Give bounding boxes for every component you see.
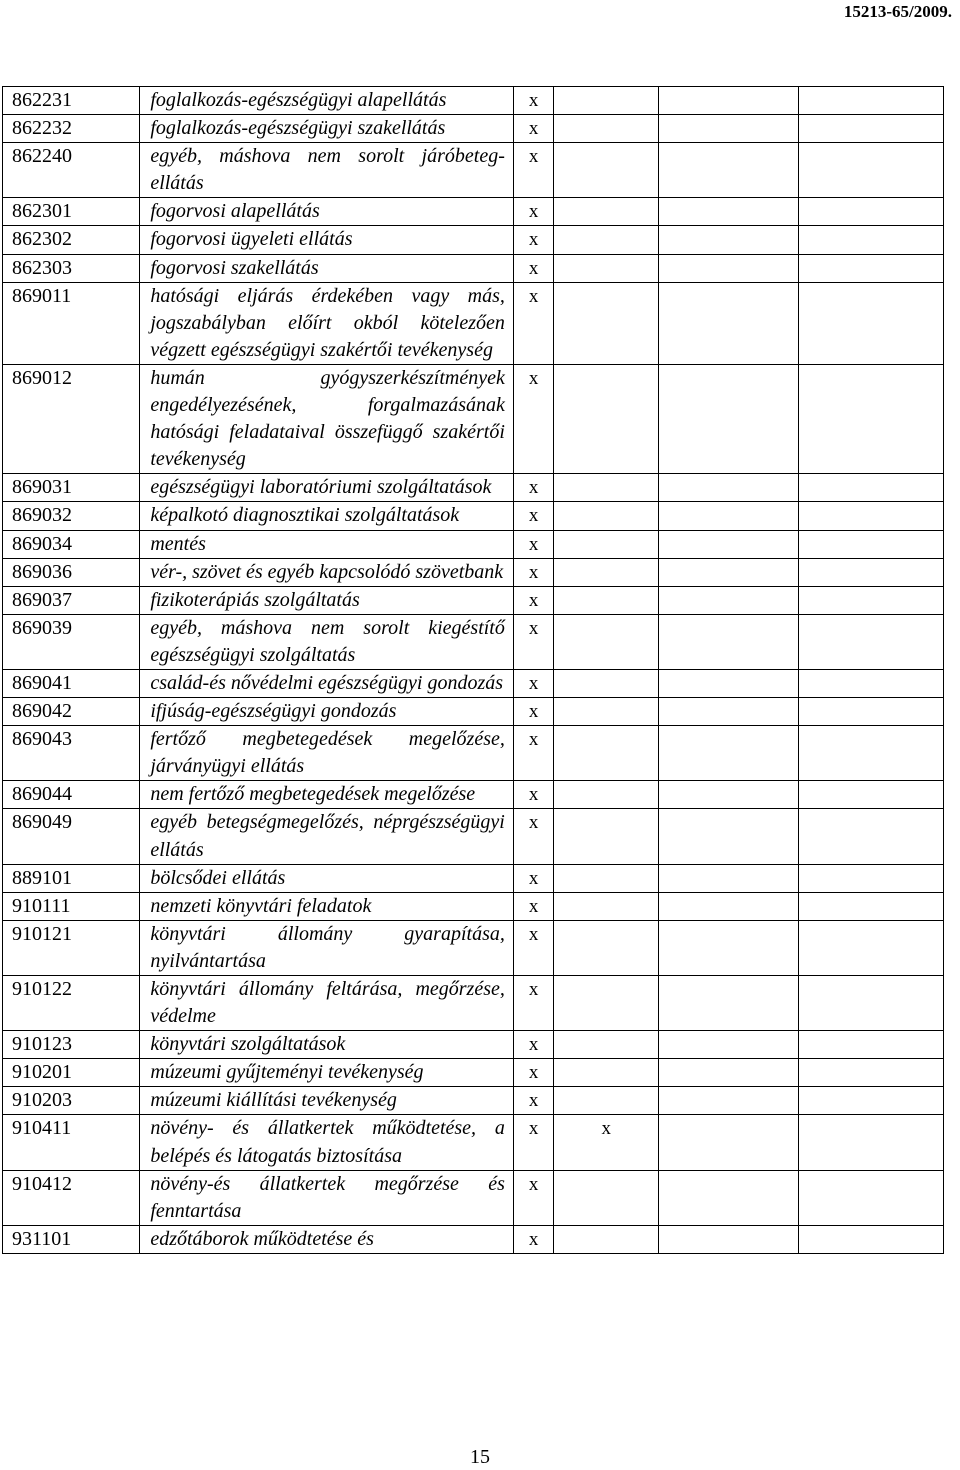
- activity-name-cell: humán gyógyszerkészítmények engedélyezésének, forgalmazásának hatósági feladataival összefüggő szakértői tevékenység: [140, 364, 514, 473]
- activity-name-cell: egyéb, máshova nem sorolt kiegéstítő egészségügyi szolgáltatás: [140, 614, 514, 669]
- table-row: [3, 614, 944, 669]
- activity-name-cell: vér-, szövet és egyéb kapcsolódó szövetbank: [140, 558, 514, 586]
- activity-code-cell: 869042: [3, 698, 140, 726]
- activity-code-cell: 910111: [3, 892, 140, 920]
- mark-cell-3: [659, 1225, 798, 1253]
- mark-cell-1: x: [513, 1087, 553, 1115]
- activity-name-cell: bölcsődei ellátás: [140, 864, 514, 892]
- activity-name-cell: nemzeti könyvtári feladatok: [140, 892, 514, 920]
- mark-cell-4: [798, 698, 943, 726]
- table-row: [3, 226, 944, 254]
- table-row: [3, 864, 944, 892]
- mark-cell-3: [659, 726, 798, 781]
- activity-name-cell: képalkotó diagnosztikai szolgáltatások: [140, 502, 514, 530]
- activity-name-cell: ifjúság-egészségügyi gondozás: [140, 698, 514, 726]
- activity-code-cell: 910203: [3, 1087, 140, 1115]
- table-row: [3, 282, 944, 364]
- mark-cell-1: x: [513, 1031, 553, 1059]
- table-row: [3, 474, 944, 502]
- mark-cell-3: [659, 1115, 798, 1170]
- mark-cell-2: [554, 781, 659, 809]
- mark-cell-1: x: [513, 1225, 553, 1253]
- mark-cell-4: [798, 530, 943, 558]
- mark-cell-2: [554, 614, 659, 669]
- mark-cell-3: [659, 698, 798, 726]
- mark-cell-2: [554, 530, 659, 558]
- mark-cell-2: [554, 502, 659, 530]
- activity-name-cell: egyéb betegségmegelőzés, néprgészségügyi ellátás: [140, 809, 514, 864]
- mark-cell-1: x: [513, 558, 553, 586]
- mark-cell-4: [798, 726, 943, 781]
- activity-name-cell: nem fertőző megbetegedések megelőzése: [140, 781, 514, 809]
- activity-name-cell: múzeumi kiállítási tevékenység: [140, 1087, 514, 1115]
- mark-cell-1: x: [513, 364, 553, 473]
- mark-cell-2: [554, 226, 659, 254]
- table-row: [3, 920, 944, 975]
- activity-code-cell: 869031: [3, 474, 140, 502]
- mark-cell-4: [798, 282, 943, 364]
- mark-cell-2: [554, 1031, 659, 1059]
- mark-cell-3: [659, 226, 798, 254]
- activity-name-cell: fogorvosi szakellátás: [140, 254, 514, 282]
- table-row: [3, 558, 944, 586]
- table-row: [3, 586, 944, 614]
- mark-cell-4: [798, 364, 943, 473]
- activity-code-cell: 889101: [3, 864, 140, 892]
- activity-name-cell: könyvtári állomány feltárása, megőrzése, védelme: [140, 976, 514, 1031]
- mark-cell-3: [659, 364, 798, 473]
- activity-name-cell: növény- és állatkertek működtetése, a belépés és látogatás biztosítása: [140, 1115, 514, 1170]
- activity-code-cell: 862301: [3, 198, 140, 226]
- mark-cell-2: [554, 254, 659, 282]
- mark-cell-3: [659, 809, 798, 864]
- table-row: [3, 726, 944, 781]
- mark-cell-1: x: [513, 1115, 553, 1170]
- activity-name-cell: egészségügyi laboratóriumi szolgáltatások: [140, 474, 514, 502]
- mark-cell-3: [659, 669, 798, 697]
- mark-cell-1: x: [513, 809, 553, 864]
- mark-cell-4: [798, 115, 943, 143]
- mark-cell-1: x: [513, 586, 553, 614]
- mark-cell-3: [659, 558, 798, 586]
- mark-cell-1: x: [513, 143, 553, 198]
- mark-cell-2: [554, 115, 659, 143]
- activity-code-cell: 862232: [3, 115, 140, 143]
- mark-cell-4: [798, 669, 943, 697]
- activity-code-cell: 862303: [3, 254, 140, 282]
- mark-cell-4: [798, 558, 943, 586]
- activity-code-cell: 869034: [3, 530, 140, 558]
- mark-cell-2: [554, 558, 659, 586]
- activity-code-cell: 869043: [3, 726, 140, 781]
- activity-name-cell: hatósági eljárás érdekében vagy más, jogszabályban előírt okból kötelezően végzett egészségügyi szakértői tevékenység: [140, 282, 514, 364]
- activity-name-cell: mentés: [140, 530, 514, 558]
- activity-name-cell: család-és nővédelmi egészségügyi gondozás: [140, 669, 514, 697]
- activity-code-cell: 869036: [3, 558, 140, 586]
- mark-cell-3: [659, 614, 798, 669]
- activity-code-cell: 862302: [3, 226, 140, 254]
- mark-cell-2: [554, 282, 659, 364]
- mark-cell-1: x: [513, 976, 553, 1031]
- activity-code-cell: 869012: [3, 364, 140, 473]
- table-row: [3, 892, 944, 920]
- mark-cell-1: x: [513, 198, 553, 226]
- mark-cell-1: x: [513, 669, 553, 697]
- mark-cell-1: x: [513, 726, 553, 781]
- mark-cell-1: x: [513, 1059, 553, 1087]
- mark-cell-4: [798, 226, 943, 254]
- table-row: [3, 115, 944, 143]
- mark-cell-1: x: [513, 87, 553, 115]
- activity-name-cell: fizikoterápiás szolgáltatás: [140, 586, 514, 614]
- activity-name-cell: múzeumi gyűjteményi tevékenység: [140, 1059, 514, 1087]
- mark-cell-4: [798, 1087, 943, 1115]
- mark-cell-1: x: [513, 920, 553, 975]
- mark-cell-4: [798, 920, 943, 975]
- table-row: [3, 1115, 944, 1170]
- activity-code-cell: 910411: [3, 1115, 140, 1170]
- mark-cell-4: [798, 864, 943, 892]
- activity-name-cell: egyéb, máshova nem sorolt járóbeteg-ellátás: [140, 143, 514, 198]
- activity-name-cell: foglalkozás-egészségügyi alapellátás: [140, 87, 514, 115]
- mark-cell-4: [798, 586, 943, 614]
- mark-cell-4: [798, 892, 943, 920]
- mark-cell-3: [659, 254, 798, 282]
- mark-cell-4: [798, 474, 943, 502]
- activity-code-cell: 869011: [3, 282, 140, 364]
- activity-code-cell: 869044: [3, 781, 140, 809]
- page-number: 15: [470, 1446, 490, 1468]
- activity-name-cell: fertőző megbetegedések megelőzése, járványügyi ellátás: [140, 726, 514, 781]
- mark-cell-1: x: [513, 282, 553, 364]
- activity-code-cell: 910412: [3, 1170, 140, 1225]
- mark-cell-4: [798, 1225, 943, 1253]
- activity-code-cell: 862231: [3, 87, 140, 115]
- mark-cell-4: [798, 254, 943, 282]
- activity-code-cell: 862240: [3, 143, 140, 198]
- mark-cell-4: [798, 1059, 943, 1087]
- mark-cell-2: [554, 364, 659, 473]
- table-row: [3, 87, 944, 115]
- mark-cell-3: [659, 1059, 798, 1087]
- table-row: [3, 198, 944, 226]
- mark-cell-1: x: [513, 502, 553, 530]
- activity-code-cell: 869032: [3, 502, 140, 530]
- mark-cell-2: [554, 809, 659, 864]
- mark-cell-1: x: [513, 864, 553, 892]
- mark-cell-2: [554, 864, 659, 892]
- mark-cell-1: x: [513, 254, 553, 282]
- activity-code-cell: 869037: [3, 586, 140, 614]
- activity-name-cell: növény-és állatkertek megőrzése és fenntartása: [140, 1170, 514, 1225]
- table-row: [3, 669, 944, 697]
- mark-cell-2: [554, 669, 659, 697]
- mark-cell-3: [659, 920, 798, 975]
- mark-cell-2: [554, 198, 659, 226]
- mark-cell-4: [798, 143, 943, 198]
- activity-name-cell: fogorvosi ügyeleti ellátás: [140, 226, 514, 254]
- mark-cell-2: [554, 726, 659, 781]
- mark-cell-2: [554, 1225, 659, 1253]
- table-row: [3, 364, 944, 473]
- activity-code-cell: 869049: [3, 809, 140, 864]
- mark-cell-4: [798, 781, 943, 809]
- mark-cell-4: [798, 614, 943, 669]
- mark-cell-4: [798, 809, 943, 864]
- mark-cell-3: [659, 530, 798, 558]
- mark-cell-2: x: [554, 1115, 659, 1170]
- table-row: [3, 1225, 944, 1253]
- mark-cell-3: [659, 282, 798, 364]
- mark-cell-1: x: [513, 892, 553, 920]
- mark-cell-1: x: [513, 1170, 553, 1225]
- mark-cell-1: x: [513, 614, 553, 669]
- activity-code-cell: 931101: [3, 1225, 140, 1253]
- activity-table: [2, 86, 944, 1254]
- activity-name-cell: könyvtári szolgáltatások: [140, 1031, 514, 1059]
- mark-cell-1: x: [513, 226, 553, 254]
- activity-name-cell: foglalkozás-egészségügyi szakellátás: [140, 115, 514, 143]
- activity-name-cell: edzőtáborok működtetése és: [140, 1225, 514, 1253]
- mark-cell-3: [659, 474, 798, 502]
- mark-cell-2: [554, 1087, 659, 1115]
- mark-cell-3: [659, 892, 798, 920]
- table-row: [3, 781, 944, 809]
- mark-cell-2: [554, 976, 659, 1031]
- mark-cell-3: [659, 502, 798, 530]
- mark-cell-2: [554, 698, 659, 726]
- mark-cell-2: [554, 892, 659, 920]
- activity-code-cell: 869039: [3, 614, 140, 669]
- mark-cell-3: [659, 976, 798, 1031]
- mark-cell-4: [798, 87, 943, 115]
- mark-cell-4: [798, 198, 943, 226]
- table-row: [3, 698, 944, 726]
- mark-cell-3: [659, 1031, 798, 1059]
- mark-cell-4: [798, 976, 943, 1031]
- document-reference: 15213-65/2009.: [843, 2, 952, 21]
- mark-cell-4: [798, 1170, 943, 1225]
- mark-cell-3: [659, 864, 798, 892]
- mark-cell-2: [554, 1170, 659, 1225]
- mark-cell-4: [798, 1031, 943, 1059]
- activity-code-cell: 910121: [3, 920, 140, 975]
- table-row: [3, 530, 944, 558]
- table-row: [3, 1087, 944, 1115]
- activity-code-cell: 910122: [3, 976, 140, 1031]
- activity-code-cell: 910123: [3, 1031, 140, 1059]
- table-row: [3, 1170, 944, 1225]
- mark-cell-2: [554, 586, 659, 614]
- mark-cell-3: [659, 781, 798, 809]
- mark-cell-3: [659, 1087, 798, 1115]
- mark-cell-2: [554, 1059, 659, 1087]
- mark-cell-1: x: [513, 530, 553, 558]
- table-body: [3, 87, 944, 1254]
- mark-cell-1: x: [513, 474, 553, 502]
- activity-code-cell: 910201: [3, 1059, 140, 1087]
- table-row: [3, 1031, 944, 1059]
- mark-cell-2: [554, 474, 659, 502]
- mark-cell-2: [554, 143, 659, 198]
- table-row: [3, 502, 944, 530]
- mark-cell-3: [659, 87, 798, 115]
- mark-cell-4: [798, 1115, 943, 1170]
- table-row: [3, 809, 944, 864]
- mark-cell-2: [554, 87, 659, 115]
- table-row: [3, 1059, 944, 1087]
- table-row: [3, 254, 944, 282]
- mark-cell-3: [659, 143, 798, 198]
- mark-cell-3: [659, 586, 798, 614]
- mark-cell-3: [659, 1170, 798, 1225]
- table-row: [3, 143, 944, 198]
- activity-code-cell: 869041: [3, 669, 140, 697]
- mark-cell-2: [554, 920, 659, 975]
- mark-cell-1: x: [513, 698, 553, 726]
- mark-cell-3: [659, 115, 798, 143]
- activity-name-cell: fogorvosi alapellátás: [140, 198, 514, 226]
- mark-cell-4: [798, 502, 943, 530]
- mark-cell-3: [659, 198, 798, 226]
- table-row: [3, 976, 944, 1031]
- mark-cell-1: x: [513, 781, 553, 809]
- mark-cell-1: x: [513, 115, 553, 143]
- activity-name-cell: könyvtári állomány gyarapítása, nyilvántartása: [140, 920, 514, 975]
